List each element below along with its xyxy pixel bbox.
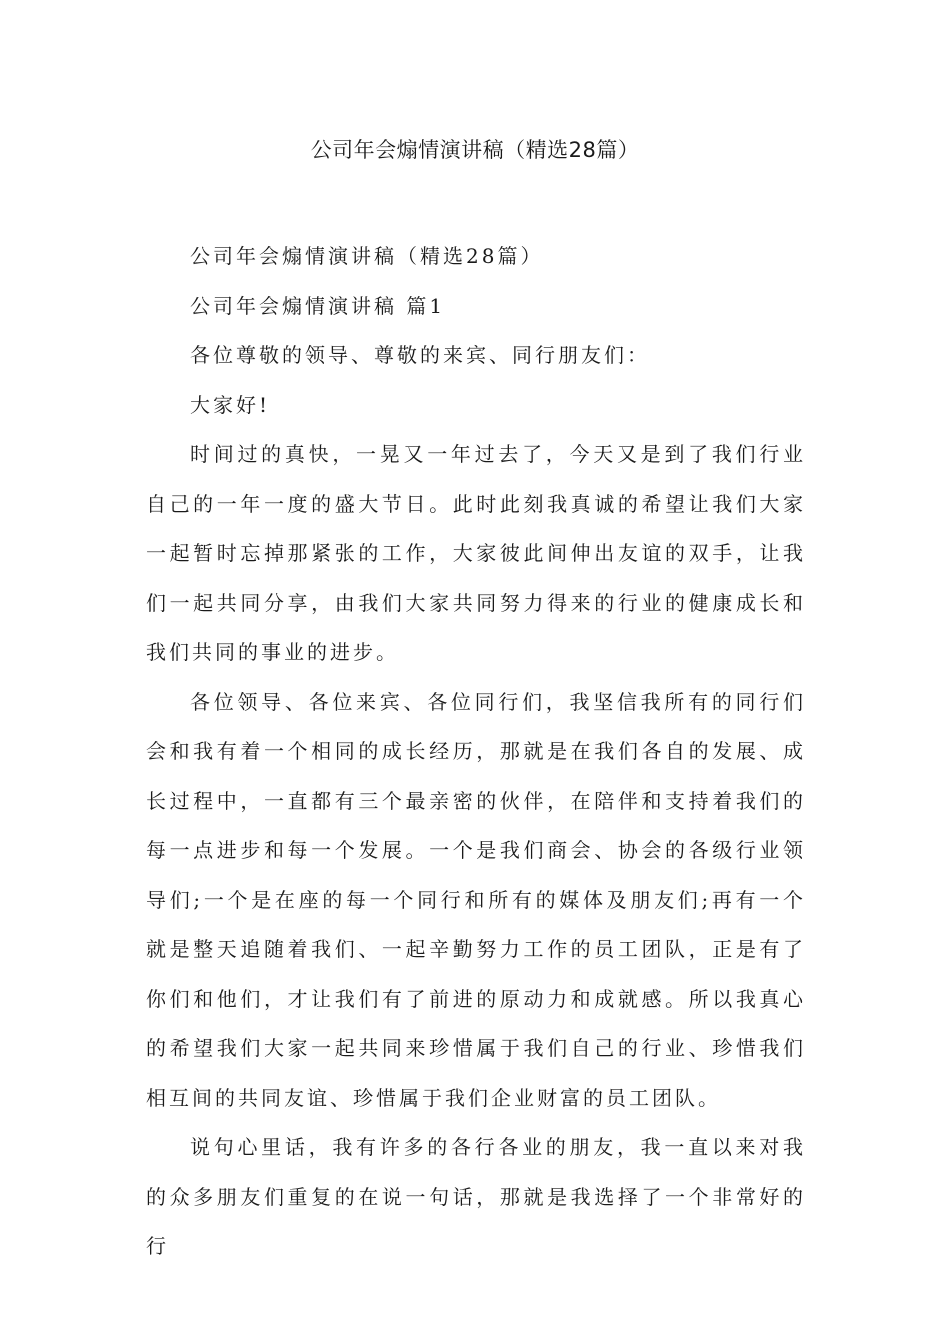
paragraph-greeting: 大家好! (190, 392, 271, 417)
paragraph-salutation: 各位尊敬的领导、尊敬的来宾、同行朋友们： (190, 343, 650, 367)
paragraph-subtitle: 公司年会煽情演讲稿（精选28篇） (190, 244, 544, 268)
paragraph-section-heading: 公司年会煽情演讲稿 篇1 (190, 293, 446, 318)
document-title: 公司年会煽情演讲稿（精选28篇） (310, 138, 640, 162)
paragraph-body-3: 说句心里话，我有许多的各行各业的朋友，我一直以来对我的众多朋友们重复的在说一句话，那就是我选择了一个非常好的行 (146, 1135, 806, 1258)
paragraph-body-2: 各位领导、各位来宾、各位同行们，我坚信我所有的同行们会和我有着一个相同的成长经历，那就是在我们各自的发展、成长过程中，一直都有三个最亲密的伙伴，在陪伴和支持着我们的每一点进步和每一个发展。一个是我们商会、协会的各级行业领导们;一个是在座的每一个同行和所有的媒体及朋友们;再有一个就是整天追随着我们、一起辛勤努力工作的员工团队，正是有了你们和他们，才让我们有了前进的原动力和成就感。所以我真心的希望我们大家一起共同来珍惜属于我们自己的行业、珍惜我们相互间的共同友谊、珍惜属于我们企业财富的员工团队。 (146, 689, 806, 1110)
paragraph-body-1: 时间过的真快，一晃又一年过去了，今天又是到了我们行业自己的一年一度的盛大节日。此时此刻我真诚的希望让我们大家一起暂时忘掉那紧张的工作，大家彼此间伸出友谊的双手，让我们一起共同分享，由我们大家共同努力得来的行业的健康成长和我们共同的事业的进步。 (146, 442, 806, 664)
document-body (146, 232, 806, 1272)
